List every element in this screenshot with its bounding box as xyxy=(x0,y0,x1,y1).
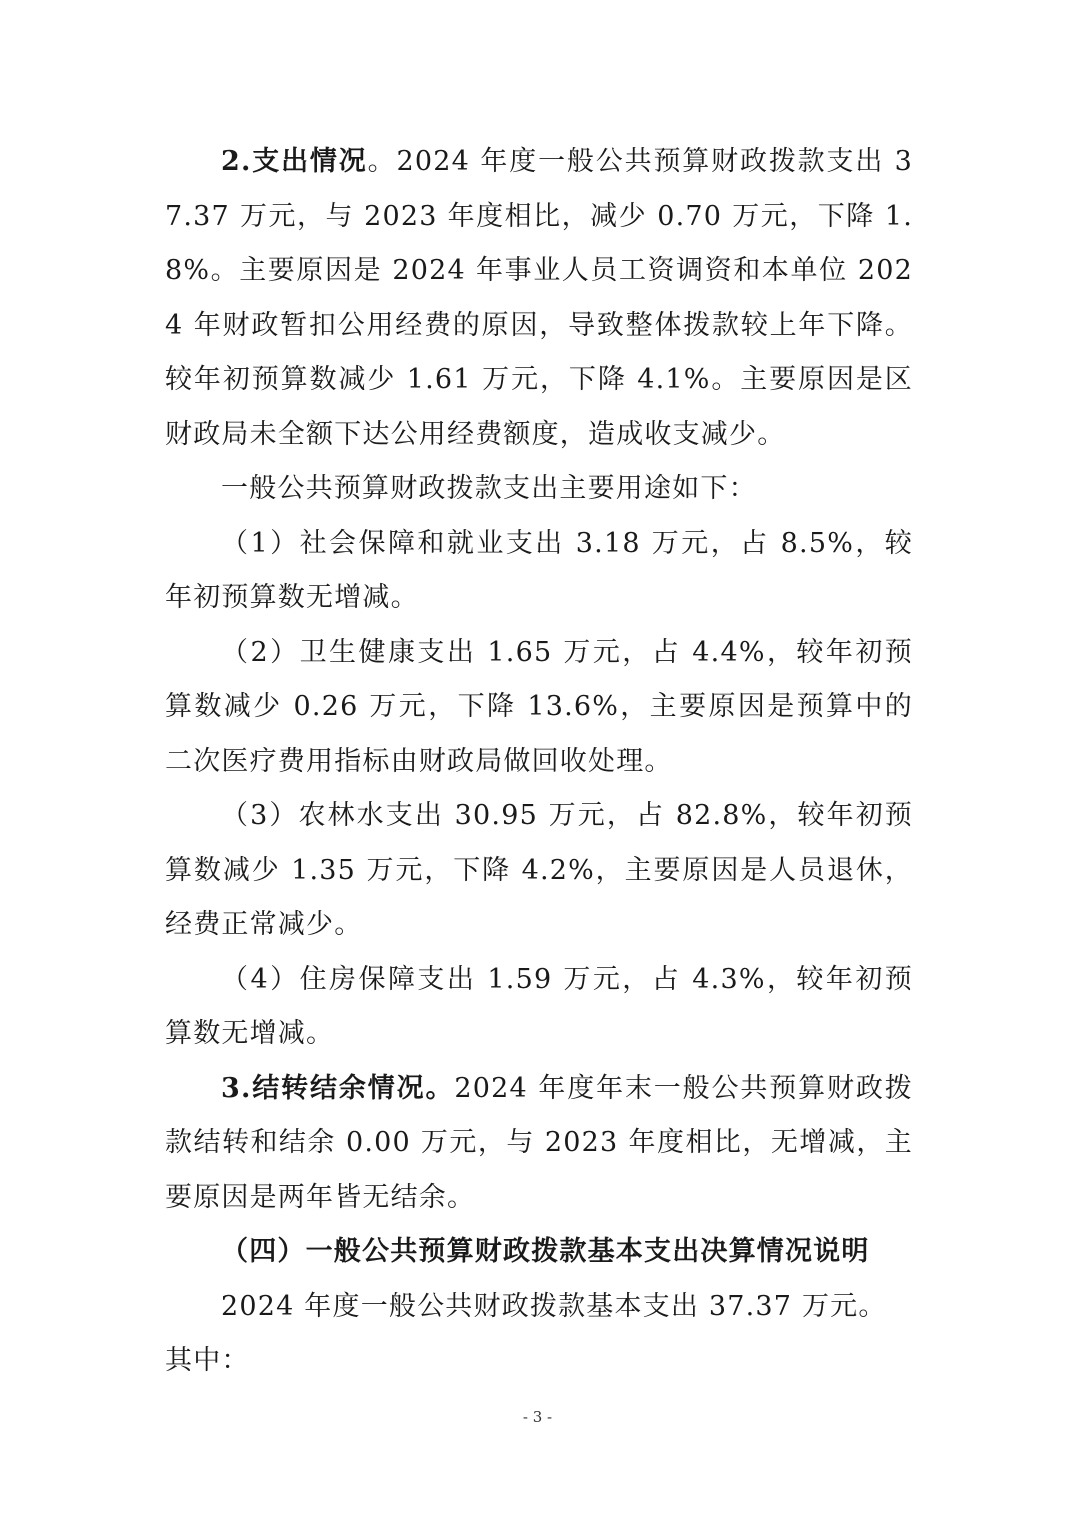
use-item-health: （2）卫生健康支出 1.65 万元，占 4.4%，较年初预算数减少 0.26 万元，下降 13.6%，主要原因是预算中的二次医疗费用指标由财政局做回收处理。 xyxy=(165,636,913,777)
carryover-text: 2024 年度年末一般公共预算财政拨款结转和结余 0.00 万元，与 2023 年度相比，无增减，主要原因是两年皆无结余。 xyxy=(165,1072,913,1213)
expenditure-text: 。2024 年度一般公共预算财政拨款支出 37.37 万元，与 2023 年度相比，减少 0.70 万元，下降 1.8%。主要原因是 2024 年事业人员工资调资和本单位 2024 年财政暂扣公用经费的原因，导致整体拨款较上年下降。较年初预算数减少 1.61 万元，下降 4.1%。主要原因是区财政局未全额下达公用经费额度，造成收支减少。 xyxy=(165,146,913,450)
use-item-social-security: （1）社会保障和就业支出 3.18 万元，占 8.5%，较年初预算数无增减。 xyxy=(165,527,913,613)
document-body xyxy=(165,135,913,1389)
use-item-agriculture: （3）农林水支出 30.95 万元，占 82.8%，较年初预算数减少 1.35 万元，下降 4.2%，主要原因是人员退休，经费正常减少。 xyxy=(165,800,913,940)
page-number: - 3 - xyxy=(522,1408,553,1426)
uses-intro: 一般公共预算财政拨款支出主要用途如下： xyxy=(221,473,757,504)
section-four-heading: （四）一般公共预算财政拨款基本支出决算情况说明 xyxy=(221,1236,870,1267)
expenditure-heading: 2.支出情况 xyxy=(221,146,368,177)
carryover-paragraph xyxy=(165,1062,913,1226)
expenditure-paragraph xyxy=(165,135,913,462)
basic-expenditure-paragraph: 2024 年度一般公共财政拨款基本支出 37.37 万元。 xyxy=(221,1290,887,1322)
use-item-housing: （4）住房保障支出 1.59 万元，占 4.3%，较年初预算数无增减。 xyxy=(165,963,913,1049)
carryover-heading: 3.结转结余情况。 xyxy=(221,1072,455,1104)
among-them-text: 其中： xyxy=(165,1345,250,1376)
